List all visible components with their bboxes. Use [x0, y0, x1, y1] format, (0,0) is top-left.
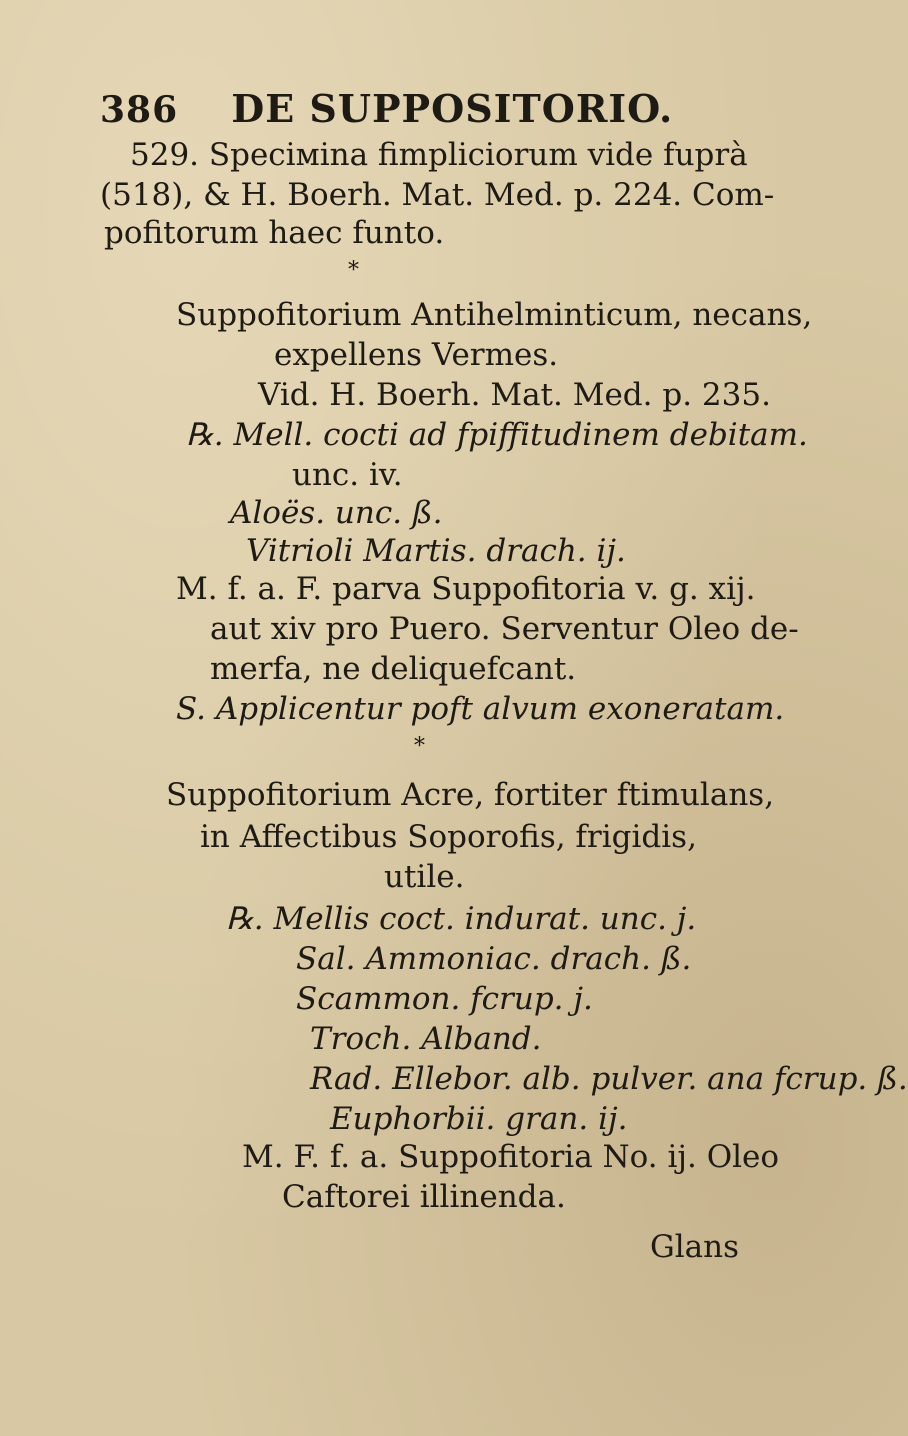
recipe-line: aut xiv pro Puero. Serventur Oleo de-: [210, 611, 799, 647]
page-header: [100, 86, 674, 131]
section-star: *: [414, 734, 425, 759]
paragraph-line: pofitorum haec funto.: [104, 215, 445, 251]
recipe-line: merfa, ne deliquefcant.: [210, 651, 577, 687]
recipe-line: ℞. Mell. cocti ad fpiffitudinem debitam.: [186, 417, 808, 453]
recipe-line: Troch. Alband.: [310, 1021, 542, 1057]
recipe-line: Vitrioli Martis. drach. ij.: [246, 533, 626, 569]
recipe-line: Sal. Ammoniac. drach. ß.: [296, 941, 692, 977]
recipe-title: utile.: [384, 859, 465, 895]
recipe-line: S. Applicentur poft alvum exoneratam.: [176, 691, 785, 727]
recipe-line: Rad. Ellebor. alb. pulver. ana fcrup. ß.: [310, 1061, 908, 1097]
page-number: 386: [100, 89, 179, 131]
recipe-line: unc. iv.: [292, 457, 403, 493]
recipe-title: Suppofitorium Acre, fortiter ftimulans,: [166, 777, 775, 813]
recipe-line: Caftorei illinenda.: [282, 1179, 566, 1215]
paragraph-line: (518), & H. Boerh. Mat. Med. p. 224. Com-: [100, 177, 775, 213]
section-star: *: [348, 258, 359, 283]
recipe-line: ℞. Mellis coct. indurat. unc. j.: [226, 901, 697, 937]
recipe-title: expellens Vermes.: [274, 337, 559, 373]
recipe-line: M. F. f. a. Suppofitoria No. ij. Oleo: [242, 1139, 780, 1175]
paragraph-line: 529. Speciмina fimpliciorum vide fuprà: [130, 137, 748, 173]
recipe-line: Euphorbii. gran. ij.: [330, 1101, 628, 1137]
recipe-line: Aloës. unc. ß.: [230, 495, 443, 531]
recipe-line: Scammon. fcrup. j.: [296, 981, 593, 1017]
running-title: DE SUPPOSITORIO.: [231, 86, 674, 131]
recipe-reference: Vid. H. Boerh. Mat. Med. p. 235.: [258, 377, 771, 413]
recipe-line: M. f. a. F. parva Suppofitoria v. g. xij.: [176, 571, 756, 607]
recipe-title: Suppofitorium Antihelminticum, necans,: [176, 297, 813, 333]
recipe-title: in Affectibus Soporofis, frigidis,: [200, 819, 697, 855]
catchword: Glans: [650, 1229, 740, 1265]
